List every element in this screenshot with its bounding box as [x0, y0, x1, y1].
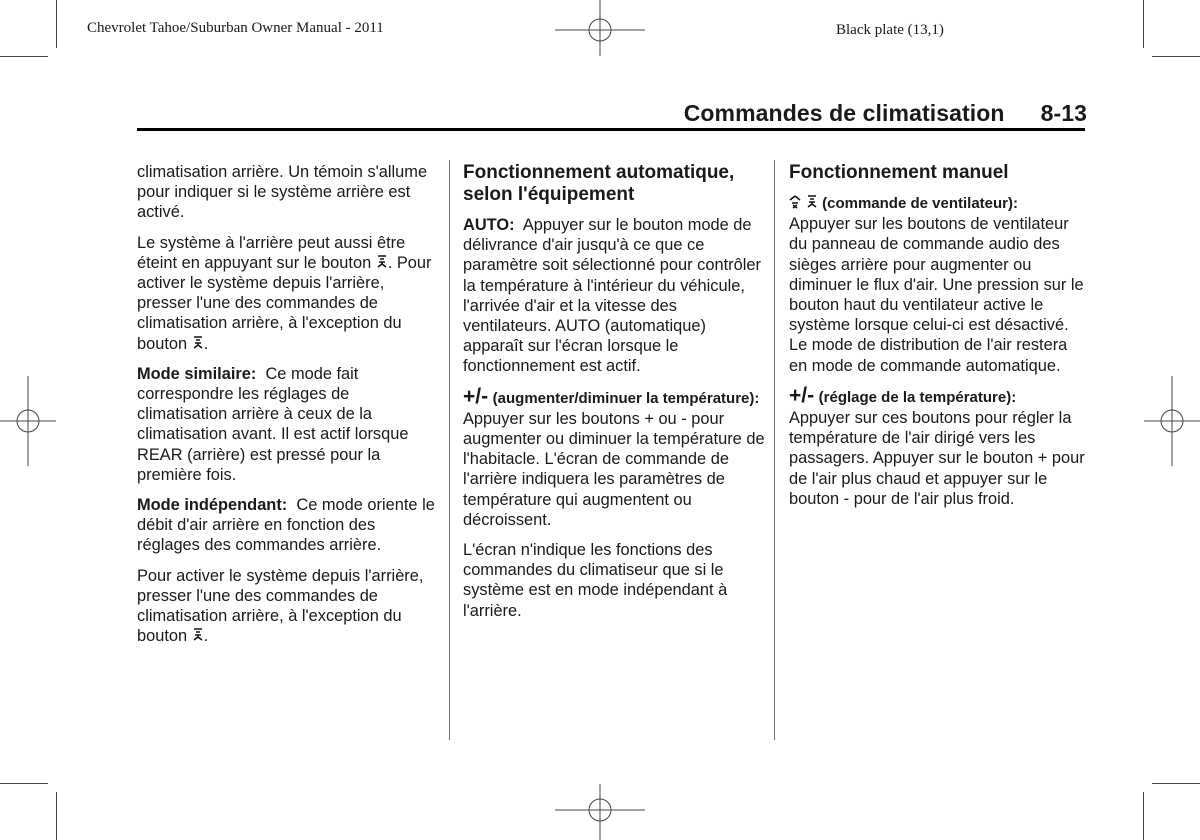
text-span: Le système à l'arrière peut aussi être éteint en appuyant sur le bouton — [137, 233, 406, 272]
label-bold: Mode indépendant: — [137, 496, 288, 515]
column-3 — [789, 162, 1089, 519]
paragraph — [789, 383, 1089, 509]
title-rule — [137, 128, 1085, 131]
text-span: Appuyer sur les boutons + ou - pour augmenter ou diminuer la température de l'habitacle. L'écran de commande de l'arrière indiquera les paramètres de température qui augmentent ou décroissent. — [463, 409, 765, 529]
column-2 — [463, 162, 765, 631]
crop-mark — [56, 0, 57, 48]
paragraph — [137, 364, 439, 485]
label-bold: (augmenter/diminuer la température): — [492, 389, 760, 407]
section-title-text: Commandes de climatisation — [683, 100, 1005, 126]
paragraph — [137, 566, 439, 647]
text-span: . — [203, 334, 209, 353]
text-span: Pour activer le système depuis l'arrière, presser l'une des commandes de climatisation arrière, à l'exception du bouton — [137, 566, 424, 646]
label-bold: (commande de ventilateur): — [822, 195, 1018, 212]
registration-mark-right — [1144, 376, 1200, 466]
rear-fan-button-icon — [192, 628, 204, 642]
fan-up-icon — [789, 195, 801, 209]
text-span: . — [203, 627, 209, 646]
text-span: Appuyer sur les boutons de ventilateur du panneau de commande audio des sièges arrière pour augmenter ou diminuer le flux d'air. Une pression sur le bouton haut du ventilateur active le système lorsque celui-ci est désactivé. Le mode de distribution de l'air restera en mode de commande automatique. — [789, 215, 1084, 375]
label-bold: (réglage de la température): — [818, 388, 1017, 406]
crop-mark — [1152, 783, 1200, 784]
fan-down-icon — [806, 195, 818, 209]
text-span: Ce mode oriente le débit d'air arrière en fonction des réglages des commandes arrière. — [137, 496, 435, 555]
plus-minus-symbol: +/- — [789, 383, 815, 407]
crop-mark — [1143, 792, 1144, 840]
paragraph — [463, 215, 765, 377]
paragraph: L'écran n'indique les fonctions des commandes du climatiseur que si le système est en mode indépendant à l'arrière. — [463, 541, 728, 620]
text-span: Appuyer sur le bouton mode de délivrance d'air jusqu'à ce que ce paramètre soit sélectionné pour contrôler la température à l'intérieur du véhicule, l'arrivée d'air et la vitesse des ventilateurs. AUTO (automatique) apparaît sur l'écran lorsque le fonctionnement est actif. — [463, 216, 761, 376]
column-divider — [774, 160, 775, 740]
heading-manual: Fonctionnement manuel — [789, 162, 1009, 183]
plate-label-header: Black plate (13,1) — [836, 22, 944, 38]
crop-mark — [1143, 0, 1144, 48]
text-span: . Pour activer le système depuis l'arrière, presser l'une des commandes de climatisation arrière, à l'exception du bouton — [137, 253, 432, 353]
column-1 — [137, 162, 439, 656]
plus-minus-symbol: +/- — [463, 384, 489, 408]
label-bold: AUTO: — [463, 216, 515, 234]
crop-mark — [0, 783, 48, 784]
registration-mark-left — [0, 376, 56, 466]
paragraph — [789, 193, 1089, 376]
section-title — [684, 100, 1087, 127]
text-span: Ce mode fait correspondre les réglages de climatisation arrière à ceux de la climatisation avant. Il est actif lorsque REAR (arrière) est pressé pour la première fois. — [137, 364, 409, 484]
paragraph — [137, 495, 439, 556]
text-span: Appuyer sur ces boutons pour régler la température de l'air dirigé vers les passagers. Appuyer sur le bouton + pour de l'air plus chaud et appuyer sur le bouton - pour de l'air plus froid. — [789, 409, 1085, 508]
crop-mark — [1152, 56, 1200, 57]
manual-title-header: Chevrolet Tahoe/Suburban Owner Manual - 2011 — [87, 20, 384, 36]
label-bold: Mode similaire: — [137, 364, 257, 383]
crop-mark — [56, 792, 57, 840]
page-number: 8-13 — [1040, 100, 1087, 126]
registration-mark-bottom — [555, 784, 645, 840]
column-divider — [449, 160, 450, 740]
heading-automatic: Fonctionnement automatique, selon l'équipement — [463, 162, 735, 205]
paragraph: climatisation arrière. Un témoin s'allume pour indiquer si le système arrière est activé. — [137, 163, 428, 222]
registration-mark-top — [555, 0, 645, 56]
paragraph — [463, 384, 765, 530]
paragraph — [137, 233, 439, 354]
rear-fan-button-icon — [376, 255, 388, 269]
crop-mark — [0, 56, 48, 57]
rear-fan-button-icon — [192, 336, 204, 350]
